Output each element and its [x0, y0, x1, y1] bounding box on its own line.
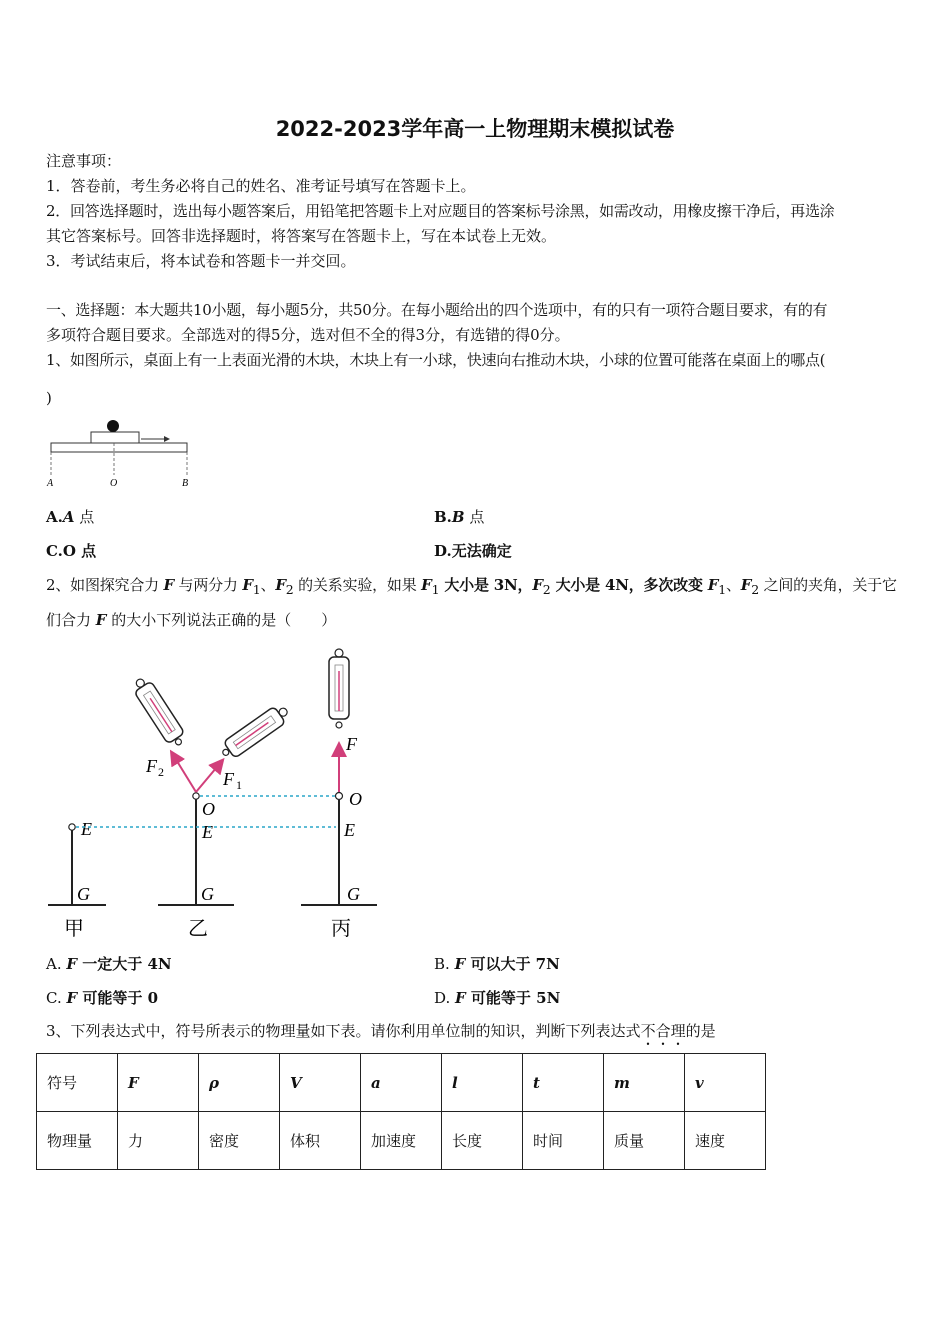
notes-item-2-line-2: 其它答案标号。回答非选择题时，将答案写在答题卡上，写在本试卷上无效。 [46, 227, 557, 245]
q1-option-c: C.O 点 [46, 542, 97, 560]
svg-text:2: 2 [158, 765, 164, 779]
q1-figure [44, 415, 204, 495]
svg-text:O: O [349, 789, 362, 809]
page-title: 2022-2023学年高一上物理期末模拟试卷 [275, 117, 675, 141]
table-cell: 体积 [280, 1112, 361, 1170]
table-cell: t [523, 1054, 604, 1112]
q2-option-c: C. F 可能等于 0 [46, 989, 159, 1007]
q2-figure [40, 645, 400, 945]
table-cell: 时间 [523, 1112, 604, 1170]
notes-item-1: 1．答卷前，考生务必将自己的姓名、准考证号填写在答题卡上。 [46, 177, 476, 195]
label-o: O [110, 478, 118, 489]
apparatus-jia [48, 819, 106, 940]
q2-stem-line-1: 2、如图探究合力 F 与两分力 $F_1$、$F_2$ 的关系实验，如果 $F_1$ 大小是 3N，$F_2$ 大小是 4N，多次改变 $F_1$、$F_2$ 之间的夹角，关于它 [46, 576, 897, 597]
symbol-table [36, 1053, 766, 1170]
label-a: A [47, 478, 54, 489]
svg-text:O: O [202, 799, 215, 819]
table-cell: 符号 [37, 1054, 118, 1112]
table-cell: 长度 [442, 1112, 523, 1170]
q1-option-a: A.A 点 [46, 508, 95, 526]
apparatus-yi [130, 674, 292, 940]
q1-stem-line-2: ) [46, 389, 52, 407]
q1-option-b: B.B 点 [434, 508, 485, 526]
svg-text:E: E [202, 822, 213, 842]
svg-text:G: G [201, 884, 214, 904]
q2-stem-line-2: 们合力 F 的大小下列说法正确的是（ ） [46, 611, 337, 629]
spring-scale-right-icon [218, 702, 293, 763]
spring-scale-vertical-icon [329, 649, 349, 728]
section-1-line-2: 多项符合题目要求。全部选对的得5分，选对但不全的得3分，有选错的得0分。 [46, 326, 570, 344]
notes-item-2-line-1: 2．回答选择题时，选出每小题答案后，用铅笔把答题卡上对应题目的答案标号涂黑，如需改动，用橡皮擦干净后，再选涂 [46, 202, 835, 220]
table-cell: F [118, 1054, 199, 1112]
q1-stem-line-1: 1、如图所示，桌面上有一上表面光滑的木块，木块上有一小球，快速向右推动木块，小球的位置可能落在桌面上的哪点( [46, 351, 826, 369]
q1-option-d: D.无法确定 [434, 542, 512, 560]
svg-text:G: G [347, 884, 360, 904]
arrow-right-icon [164, 436, 170, 442]
svg-text:F: F [346, 734, 357, 754]
table-cell: 加速度 [361, 1112, 442, 1170]
table-row [37, 1054, 766, 1112]
table-cell: 质量 [604, 1112, 685, 1170]
section-1-line-1: 一、选择题：本大题共10小题，每小题5分，共50分。在每小题给出的四个选项中，有的只有一项符合题目要求，有的有 [46, 301, 828, 319]
table-cell: 速度 [685, 1112, 766, 1170]
ball-icon [107, 420, 119, 432]
table-cell: ρ [199, 1054, 280, 1112]
svg-text:F: F [223, 769, 234, 789]
q2-option-d: D. F 可能等于 5N [434, 989, 561, 1007]
svg-text:E: E [344, 820, 355, 840]
table-cell: 物理量 [37, 1112, 118, 1170]
notes-item-3: 3．考试结束后，将本试卷和答题卡一并交回。 [46, 252, 356, 270]
table-row [37, 1112, 766, 1170]
svg-text:丙: 丙 [331, 916, 351, 940]
svg-text:甲: 甲 [64, 916, 84, 940]
table-cell: V [280, 1054, 361, 1112]
table-cell: v [685, 1054, 766, 1112]
q3-stem: 3、下列表达式中，符号所表示的物理量如下表。请你利用单位制的知识，判断下列表达式不合理的是 [46, 1022, 716, 1040]
table-cell: l [442, 1054, 523, 1112]
spring-scale-left-icon [130, 674, 189, 749]
label-b: B [182, 478, 189, 489]
table-cell: 密度 [199, 1112, 280, 1170]
q2-option-b: B. F 可以大于 7N [434, 955, 560, 973]
emphasis-text: 不合理 [640, 1022, 686, 1040]
svg-text:G: G [77, 884, 90, 904]
svg-text:乙: 乙 [188, 916, 208, 940]
table-cell: m [604, 1054, 685, 1112]
svg-text:1: 1 [236, 778, 242, 792]
q2-option-a: A. F 一定大于 4N [46, 955, 172, 973]
table-cell: 力 [118, 1112, 199, 1170]
table-cell: a [361, 1054, 442, 1112]
svg-text:E: E [81, 819, 92, 839]
svg-text:F: F [146, 756, 157, 776]
apparatus-bing [301, 649, 377, 940]
notes-heading: 注意事项： [46, 152, 122, 170]
